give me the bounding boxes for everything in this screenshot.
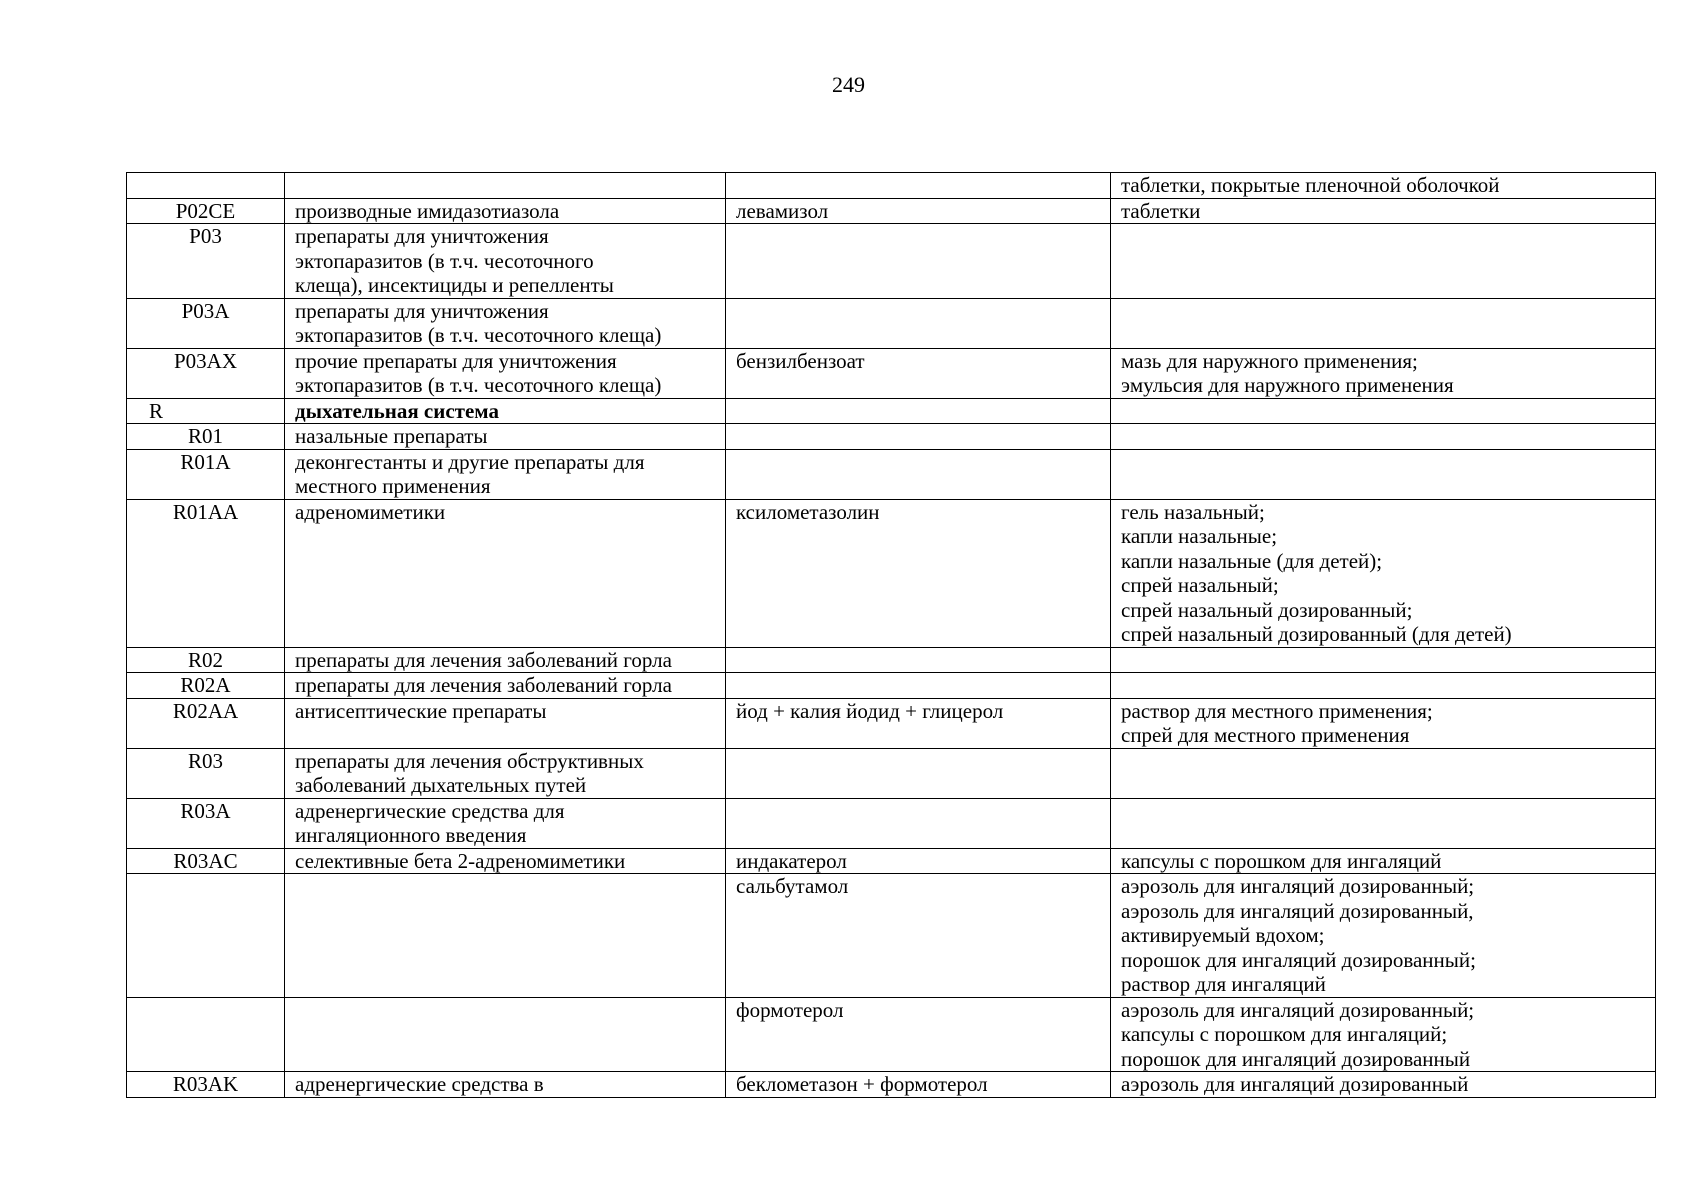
table-row: [127, 398, 1656, 424]
dosage-forms-cell: аэрозоль для ингаляций дозированный; капсулы с порошком для ингаляций; порошок для ингаляций дозированный: [1111, 997, 1656, 1072]
drug-name-cell: [726, 398, 1111, 424]
group-name-cell: адренергические средства для ингаляционного введения: [285, 798, 726, 848]
atc-code-cell: [127, 997, 285, 1072]
drug-name-cell: индакатерол: [726, 848, 1111, 874]
table-row: [127, 997, 1656, 1072]
dosage-forms-cell: таблетки, покрытые пленочной оболочкой: [1111, 173, 1656, 199]
atc-code-cell: P02CE: [127, 198, 285, 224]
dosage-forms-cell: [1111, 798, 1656, 848]
group-name-cell: препараты для уничтожения эктопаразитов (в т.ч. чесоточного клеща), инсектициды и репелленты: [285, 224, 726, 299]
drug-name-cell: беклометазон + формотерол: [726, 1072, 1111, 1098]
drug-name-cell: [726, 173, 1111, 199]
table-row: [127, 748, 1656, 798]
dosage-forms-cell: [1111, 647, 1656, 673]
drug-name-cell: [726, 798, 1111, 848]
drug-name-cell: йод + калия йодид + глицерол: [726, 698, 1111, 748]
drug-name-cell: бензилбензоат: [726, 348, 1111, 398]
dosage-forms-cell: [1111, 224, 1656, 299]
dosage-forms-cell: [1111, 298, 1656, 348]
dosage-forms-cell: [1111, 424, 1656, 450]
drug-name-cell: [726, 424, 1111, 450]
dosage-forms-cell: капсулы с порошком для ингаляций: [1111, 848, 1656, 874]
table-row: [127, 449, 1656, 499]
atc-code-cell: R03AC: [127, 848, 285, 874]
table-row: [127, 173, 1656, 199]
group-name-cell: назальные препараты: [285, 424, 726, 450]
table-row: [127, 348, 1656, 398]
dosage-forms-cell: [1111, 748, 1656, 798]
group-name-cell: производные имидазотиазола: [285, 198, 726, 224]
atc-code-cell: [127, 874, 285, 998]
drug-name-cell: [726, 673, 1111, 699]
table-row: [127, 798, 1656, 848]
dosage-forms-cell: [1111, 398, 1656, 424]
drug-name-cell: [726, 647, 1111, 673]
atc-code-cell: P03AX: [127, 348, 285, 398]
drug-name-cell: [726, 224, 1111, 299]
group-name-cell: [285, 173, 726, 199]
atc-code-cell: R03AK: [127, 1072, 285, 1098]
table-row: [127, 298, 1656, 348]
drug-name-cell: ксилометазолин: [726, 499, 1111, 647]
table-row: [127, 698, 1656, 748]
atc-code-cell: R: [127, 398, 285, 424]
drug-name-cell: сальбутамол: [726, 874, 1111, 998]
table-row: [127, 673, 1656, 699]
table-row: [127, 1072, 1656, 1098]
page-number: 249: [832, 72, 865, 97]
table-row: [127, 647, 1656, 673]
group-name-cell: антисептические препараты: [285, 698, 726, 748]
group-name-cell: препараты для лечения обструктивных заболеваний дыхательных путей: [285, 748, 726, 798]
drug-name-cell: [726, 748, 1111, 798]
group-name-cell: адренергические средства в: [285, 1072, 726, 1098]
dosage-forms-cell: раствор для местного применения; спрей для местного применения: [1111, 698, 1656, 748]
atc-code-cell: P03: [127, 224, 285, 299]
group-name-cell: препараты для лечения заболеваний горла: [285, 647, 726, 673]
dosage-forms-cell: аэрозоль для ингаляций дозированный: [1111, 1072, 1656, 1098]
atc-code-cell: P03A: [127, 298, 285, 348]
group-name-cell: препараты для лечения заболеваний горла: [285, 673, 726, 699]
table-row: [127, 848, 1656, 874]
group-name-cell: деконгестанты и другие препараты для местного применения: [285, 449, 726, 499]
drug-name-cell: [726, 449, 1111, 499]
table-row: [127, 424, 1656, 450]
table-row: [127, 224, 1656, 299]
dosage-forms-cell: таблетки: [1111, 198, 1656, 224]
dosage-forms-cell: аэрозоль для ингаляций дозированный; аэрозоль для ингаляций дозированный, активируемый вдохом; порошок для ингаляций дозированный; раствор для ингаляций: [1111, 874, 1656, 998]
group-name-cell: [285, 997, 726, 1072]
atc-code-cell: R02: [127, 647, 285, 673]
table-row: [127, 874, 1656, 998]
atc-code-cell: R03: [127, 748, 285, 798]
group-name-cell: прочие препараты для уничтожения эктопаразитов (в т.ч. чесоточного клеща): [285, 348, 726, 398]
atc-code-cell: R02A: [127, 673, 285, 699]
dosage-forms-cell: [1111, 673, 1656, 699]
table-body: [127, 173, 1656, 1098]
group-name-cell: адреномиметики: [285, 499, 726, 647]
drug-name-cell: формотерол: [726, 997, 1111, 1072]
dosage-forms-cell: [1111, 449, 1656, 499]
drug-table: [126, 172, 1656, 1098]
group-name-cell: селективные бета 2-адреномиметики: [285, 848, 726, 874]
drug-name-cell: левамизол: [726, 198, 1111, 224]
table-row: [127, 499, 1656, 647]
atc-code-cell: R03A: [127, 798, 285, 848]
atc-code-cell: R01A: [127, 449, 285, 499]
atc-code-cell: [127, 173, 285, 199]
atc-code-cell: R01AA: [127, 499, 285, 647]
group-name-cell: дыхательная система: [285, 398, 726, 424]
atc-code-cell: R02AA: [127, 698, 285, 748]
atc-code-cell: R01: [127, 424, 285, 450]
drug-name-cell: [726, 298, 1111, 348]
table-row: [127, 198, 1656, 224]
group-name-cell: [285, 874, 726, 998]
group-name-cell: препараты для уничтожения эктопаразитов (в т.ч. чесоточного клеща): [285, 298, 726, 348]
dosage-forms-cell: гель назальный; капли назальные; капли назальные (для детей); спрей назальный; спрей назальный дозированный; спрей назальный дозированный (для детей): [1111, 499, 1656, 647]
dosage-forms-cell: мазь для наружного применения; эмульсия для наружного применения: [1111, 348, 1656, 398]
